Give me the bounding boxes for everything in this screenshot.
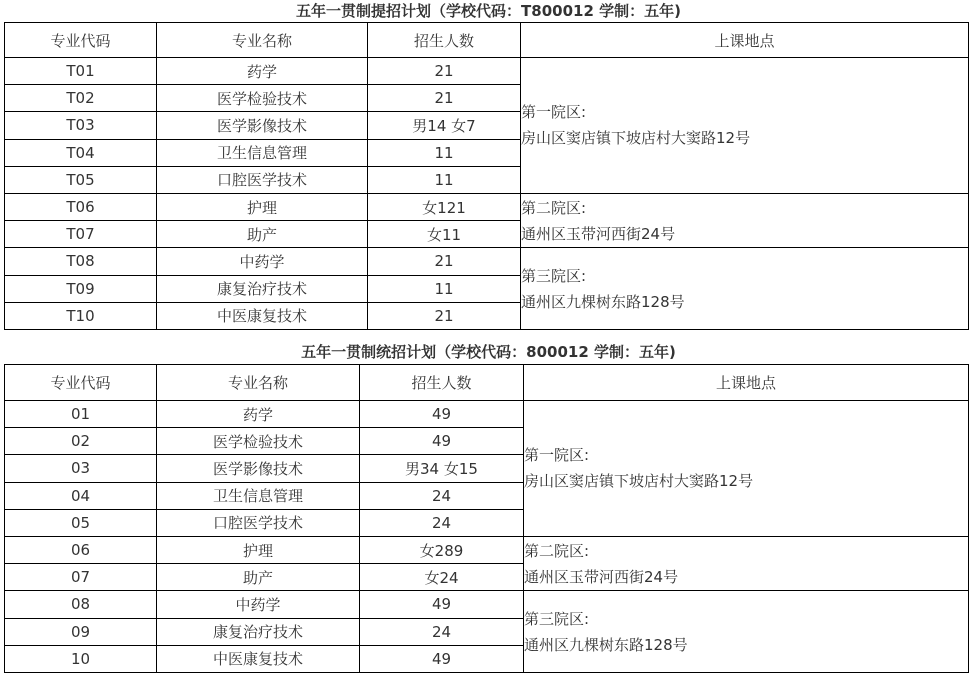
table-row <box>5 591 969 618</box>
table-row <box>5 536 969 563</box>
enrollment-count: 21 <box>368 58 521 85</box>
enrollment-count: 49 <box>360 645 524 672</box>
header-major-code: 专业代码 <box>5 23 157 58</box>
major-name: 卫生信息管理 <box>157 139 368 166</box>
campus-address: 通州区玉带河西街24号 <box>521 224 676 243</box>
header-major-name: 专业名称 <box>157 365 360 401</box>
table2-title: 五年一贯制统招计划（学校代码：800012 学制：五年) <box>301 343 676 361</box>
major-code: 06 <box>5 536 157 563</box>
enrollment-count: 女289 <box>360 536 524 563</box>
header-enrollment: 招生人数 <box>360 365 524 401</box>
major-code: 03 <box>5 455 157 482</box>
major-name: 中医康复技术 <box>157 645 360 672</box>
major-code: T10 <box>5 302 157 329</box>
enrollment-count: 男14 女7 <box>368 112 521 139</box>
header-major-name: 专业名称 <box>157 23 368 58</box>
location-campus-2 <box>524 536 969 590</box>
enrollment-count: 女11 <box>368 221 521 248</box>
major-code: 10 <box>5 645 157 672</box>
major-code: 08 <box>5 591 157 618</box>
location-campus-1 <box>524 401 969 537</box>
campus-name: 第一院区: <box>524 446 590 465</box>
campus-name: 第三院区: <box>521 266 587 285</box>
major-name: 中药学 <box>157 248 368 275</box>
campus-address: 房山区窦店镇下坡店村大窦路12号 <box>524 472 754 491</box>
enrollment-count: 49 <box>360 401 524 428</box>
major-name: 护理 <box>157 536 360 563</box>
major-name: 助产 <box>157 221 368 248</box>
header-location: 上课地点 <box>521 23 969 58</box>
major-name: 口腔医学技术 <box>157 166 368 193</box>
header-major-code: 专业代码 <box>5 365 157 401</box>
table1-early-admission-plan <box>4 22 969 330</box>
major-name: 护理 <box>157 193 368 220</box>
campus-address: 通州区九棵树东路128号 <box>524 635 688 654</box>
enrollment-count: 11 <box>368 139 521 166</box>
enrollment-count: 24 <box>360 509 524 536</box>
major-name: 助产 <box>157 564 360 591</box>
campus-name: 第一院区: <box>521 103 587 122</box>
header-location: 上课地点 <box>524 365 969 401</box>
table1-header-row <box>5 23 969 58</box>
major-code: 05 <box>5 509 157 536</box>
major-name: 卫生信息管理 <box>157 482 360 509</box>
enrollment-count: 男34 女15 <box>360 455 524 482</box>
major-name: 康复治疗技术 <box>157 618 360 645</box>
table2-general-admission-plan <box>4 364 969 673</box>
enrollment-count: 21 <box>368 85 521 112</box>
major-name: 中药学 <box>157 591 360 618</box>
major-code: T06 <box>5 193 157 220</box>
major-code: T01 <box>5 58 157 85</box>
major-name: 医学检验技术 <box>157 85 368 112</box>
major-code: 01 <box>5 401 157 428</box>
major-code: 09 <box>5 618 157 645</box>
major-code: 02 <box>5 428 157 455</box>
enrollment-count: 24 <box>360 482 524 509</box>
major-name: 康复治疗技术 <box>157 275 368 302</box>
table-row <box>5 58 969 85</box>
campus-name: 第三院区: <box>524 609 590 628</box>
major-name: 中医康复技术 <box>157 302 368 329</box>
location-campus-3 <box>524 591 969 673</box>
enrollment-count: 24 <box>360 618 524 645</box>
major-code: T08 <box>5 248 157 275</box>
major-code: T04 <box>5 139 157 166</box>
enrollment-count: 11 <box>368 166 521 193</box>
major-name: 医学检验技术 <box>157 428 360 455</box>
campus-address: 通州区玉带河西街24号 <box>524 567 679 586</box>
table-row <box>5 193 969 220</box>
enrollment-count: 女121 <box>368 193 521 220</box>
enrollment-count: 女24 <box>360 564 524 591</box>
major-code: T02 <box>5 85 157 112</box>
major-name: 医学影像技术 <box>157 455 360 482</box>
major-name: 药学 <box>157 58 368 85</box>
major-name: 药学 <box>157 401 360 428</box>
enrollment-count: 21 <box>368 302 521 329</box>
table-row <box>5 401 969 428</box>
location-campus-2 <box>521 193 969 247</box>
location-campus-3 <box>521 248 969 330</box>
table2-header-row <box>5 365 969 401</box>
table1-title: 五年一贯制提招计划（学校代码：T800012 学制：五年) <box>296 2 681 20</box>
major-code: 04 <box>5 482 157 509</box>
location-campus-1 <box>521 58 969 194</box>
header-enrollment: 招生人数 <box>368 23 521 58</box>
campus-address: 通州区九棵树东路128号 <box>521 292 685 311</box>
enrollment-count: 11 <box>368 275 521 302</box>
major-code: 07 <box>5 564 157 591</box>
major-name: 口腔医学技术 <box>157 509 360 536</box>
enrollment-count: 21 <box>368 248 521 275</box>
major-code: T07 <box>5 221 157 248</box>
campus-name: 第二院区: <box>521 198 587 217</box>
campus-name: 第二院区: <box>524 541 590 560</box>
table-row <box>5 248 969 275</box>
major-name: 医学影像技术 <box>157 112 368 139</box>
enrollment-count: 49 <box>360 428 524 455</box>
enrollment-count: 49 <box>360 591 524 618</box>
major-code: T09 <box>5 275 157 302</box>
major-code: T05 <box>5 166 157 193</box>
campus-address: 房山区窦店镇下坡店村大窦路12号 <box>521 129 751 148</box>
major-code: T03 <box>5 112 157 139</box>
